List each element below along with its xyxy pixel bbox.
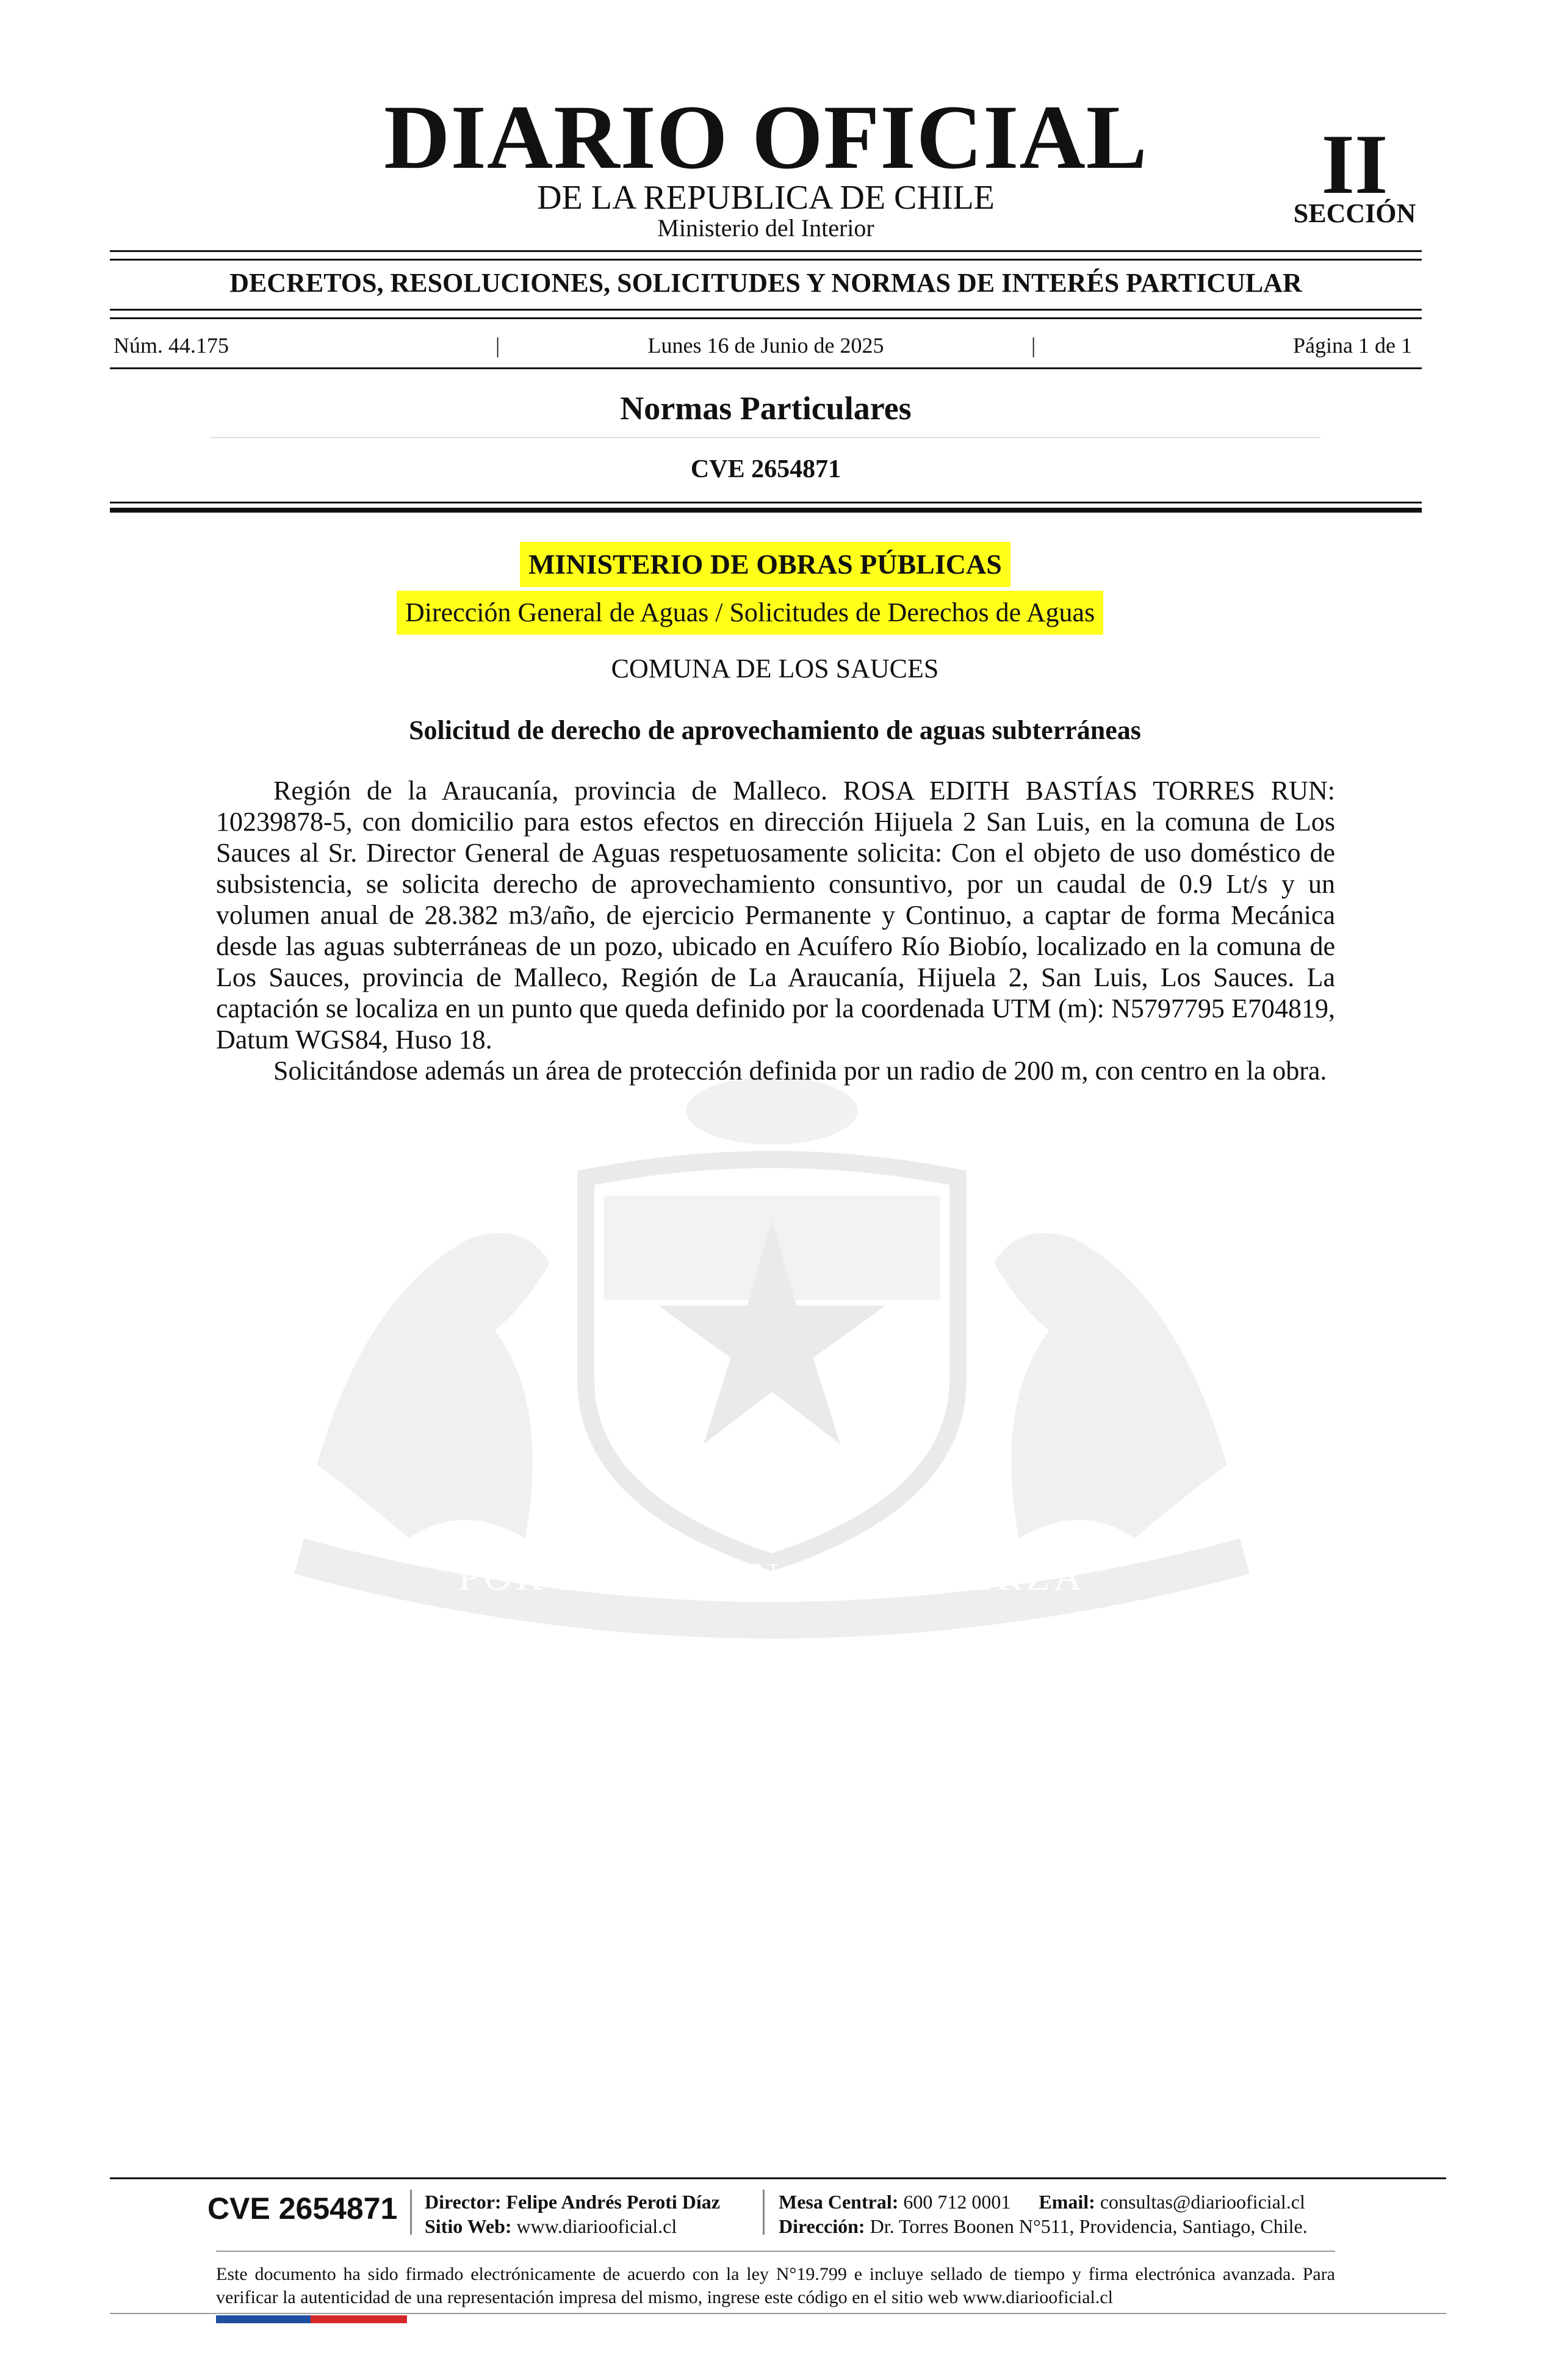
- cve-rule-2: [110, 508, 1422, 513]
- director-label: Director:: [425, 2191, 502, 2213]
- phone-value: 600 712 0001: [903, 2191, 1011, 2213]
- notice-body: [216, 775, 1335, 1086]
- header-band-rule-1: [110, 309, 1422, 311]
- section-label: SECCIÓN: [1293, 198, 1416, 228]
- header-band-rule-2: [110, 317, 1422, 319]
- section-title: Normas Particulares: [620, 390, 912, 427]
- email-link[interactable]: consultas@diariooficial.cl: [1100, 2191, 1305, 2213]
- notice-title: Solicitud de derecho de aprovechamiento de aguas subterráneas: [409, 715, 1141, 745]
- coat-of-arms-watermark: [207, 1037, 1336, 1678]
- cve-rule-1: [110, 502, 1422, 503]
- section-number: II: [1321, 117, 1388, 212]
- flag-stripe-red: [311, 2315, 407, 2323]
- footer-rule-top: [110, 2177, 1446, 2179]
- footer-director-block: [425, 2190, 720, 2238]
- comuna-heading: COMUNA DE LOS SAUCES: [611, 654, 939, 683]
- address-value: Dr. Torres Boonen N°511, Providencia, Santiago, Chile.: [870, 2215, 1308, 2237]
- flag-stripe-blue: [216, 2315, 311, 2323]
- director-name: Felipe Andrés Peroti Díaz: [506, 2191, 720, 2213]
- masthead-ministry: Ministerio del Interior: [657, 214, 874, 242]
- address-label: Dirección:: [779, 2215, 865, 2237]
- section-title-divider: [210, 437, 1320, 438]
- issue-date: Lunes 16 de Junio de 2025: [647, 333, 884, 358]
- footer-rule-bottom: [110, 2313, 1446, 2314]
- meta-separator-right: |: [1031, 333, 1036, 358]
- footer-separator-2: [763, 2190, 765, 2235]
- notice-paragraph: Solicitándose además un área de protección definida por un radio de 200 m, con centro en la obra.: [273, 1056, 1327, 1086]
- footer-cve: CVE 2654871: [207, 2191, 398, 2226]
- web-label: Sitio Web:: [425, 2215, 512, 2237]
- masthead-rule-2: [110, 259, 1422, 261]
- footer-contact-block: [779, 2190, 1308, 2238]
- masthead-rule-1: [110, 250, 1422, 252]
- footer-separator-1: [410, 2190, 412, 2235]
- ministry-heading: MINISTERIO DE OBRAS PÚBLICAS: [520, 542, 1010, 587]
- email-label: Email:: [1039, 2191, 1095, 2213]
- masthead-subtitle: DE LA REPUBLICA DE CHILE: [537, 179, 995, 217]
- masthead-title: DIARIO OFICIAL: [384, 87, 1148, 188]
- cve-code: CVE 2654871: [690, 455, 841, 483]
- header-band: DECRETOS, RESOLUCIONES, SOLICITUDES Y NORMAS DE INTERÉS PARTICULAR: [229, 268, 1302, 298]
- notice-paragraph: Región de la Araucanía, provincia de Malleco. ROSA EDITH BASTÍAS TORRES RUN: 10239878-5, con domicilio para estos efectos en dirección Hijuela 2 San Luis, en la comuna de Los Sauces al Sr. Director General de Aguas respetuosamente solicita: Con el objeto de uso doméstico de subsistencia, se solicita derecho de aprovechamiento consuntivo, por un caudal de 0.9 Lt/s y un volumen anual de 28.382 m3/año, de ejercicio Permanente y Continuo, a captar de forma Mecánica desde las aguas subterráneas de un pozo, ubicado en Acuífero Río Biobío, localizado en la comuna de Los Sauces, provincia de Malleco, Región de La Araucanía, Hijuela 2, San Luis, Los Sauces. La captación se localiza en un punto que queda definido por la coordenada UTM (m): N5797795 E704819, Datum WGS84, Huso 18.: [216, 776, 1335, 1055]
- direccion-heading: Dirección General de Aguas / Solicitudes de Derechos de Aguas: [397, 591, 1103, 635]
- footer-rule-mid: [216, 2251, 1335, 2252]
- meta-separator-left: |: [495, 333, 500, 358]
- page-indicator: Página 1 de 1: [1293, 333, 1412, 358]
- phone-label: Mesa Central:: [779, 2191, 899, 2213]
- meta-rule: [110, 367, 1422, 369]
- footer-legal-note: Este documento ha sido firmado electrónicamente de acuerdo con la ley N°19.799 e incluye sellado de tiempo y firma electrónica avanzada. Para verificar la autenticidad de una representación impresa del mismo, ingrese este código en el sitio web www.diariooficial.cl: [216, 2264, 1335, 2307]
- watermark-motto: POR LA RAZON O LA FUERZA: [458, 1555, 1086, 1598]
- web-link[interactable]: www.diariooficial.cl: [516, 2215, 677, 2237]
- issue-number: Núm. 44.175: [113, 333, 229, 358]
